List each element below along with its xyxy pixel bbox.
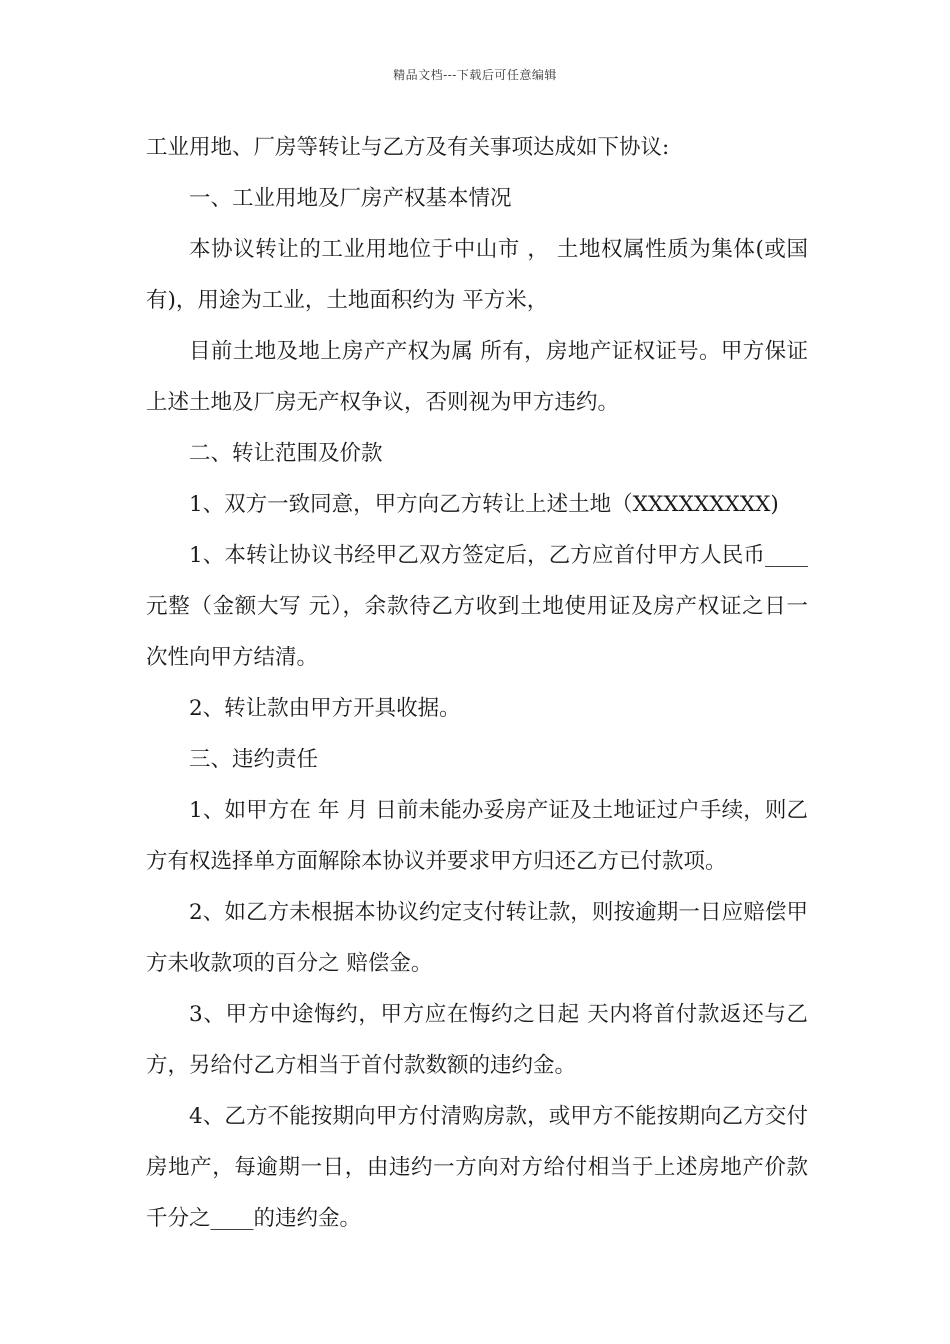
paragraph-receipt: 2、转让款由甲方开具收据。 <box>189 696 461 721</box>
paragraph-breach-1: 1、如甲方在 年 月 日前未能办妥房产证及土地证过户手续，则乙方有权选择单方面解除本协议并要求甲方归还乙方已付款项。 <box>146 798 808 874</box>
paragraph-transfer-agreement: 1、双方一致同意，甲方向乙方转让上述土地（XXXXXXXXX) <box>189 492 779 517</box>
paragraph-land-location: 本协议转让的工业用地位于中山市 ， 土地权属性质为集体(或国有)，用途为工业，土地面积约为 平方米， <box>146 237 808 313</box>
paragraph-ownership: 目前土地及地上房产产权为属 所有，房地产证权证号。甲方保证上述土地及厂房无产权争议，否则视为甲方违约。 <box>146 339 808 415</box>
paragraph-breach-3: 3、甲方中途悔约，甲方应在悔约之日起 天内将首付款返还与乙方，另给付乙方相当于首付款数额的违约金。 <box>146 1002 808 1078</box>
paragraph-breach-4: 4、乙方不能按期向甲方付清购房款，或甲方不能按期向乙方交付房地产，每逾期一日，由违约一方向对方给付相当于上述房地产价款千分之____的违约金。 <box>146 1104 808 1231</box>
paragraph-payment: 1、本转让协议书经甲乙双方签定后，乙方应首付甲方人民币____元整（金额大写 元），余款待乙方收到土地使用证及房产权证之日一次性向甲方结清。 <box>146 543 808 670</box>
section-heading-2: 二、转让范围及价款 <box>189 441 383 466</box>
page-header: 精品文档---下载后可任意编辑 <box>393 68 557 82</box>
paragraph-intro: 工业用地、厂房等转让与乙方及有关事项达成如下协议: <box>146 135 670 160</box>
paragraph-breach-2: 2、如乙方未根据本协议约定支付转让款，则按逾期一日应赔偿甲方未收款项的百分之 赔偿金。 <box>146 900 808 976</box>
section-heading-3: 三、违约责任 <box>189 747 319 772</box>
section-heading-1: 一、工业用地及厂房产权基本情况 <box>189 186 512 211</box>
document-body <box>146 122 808 1244</box>
